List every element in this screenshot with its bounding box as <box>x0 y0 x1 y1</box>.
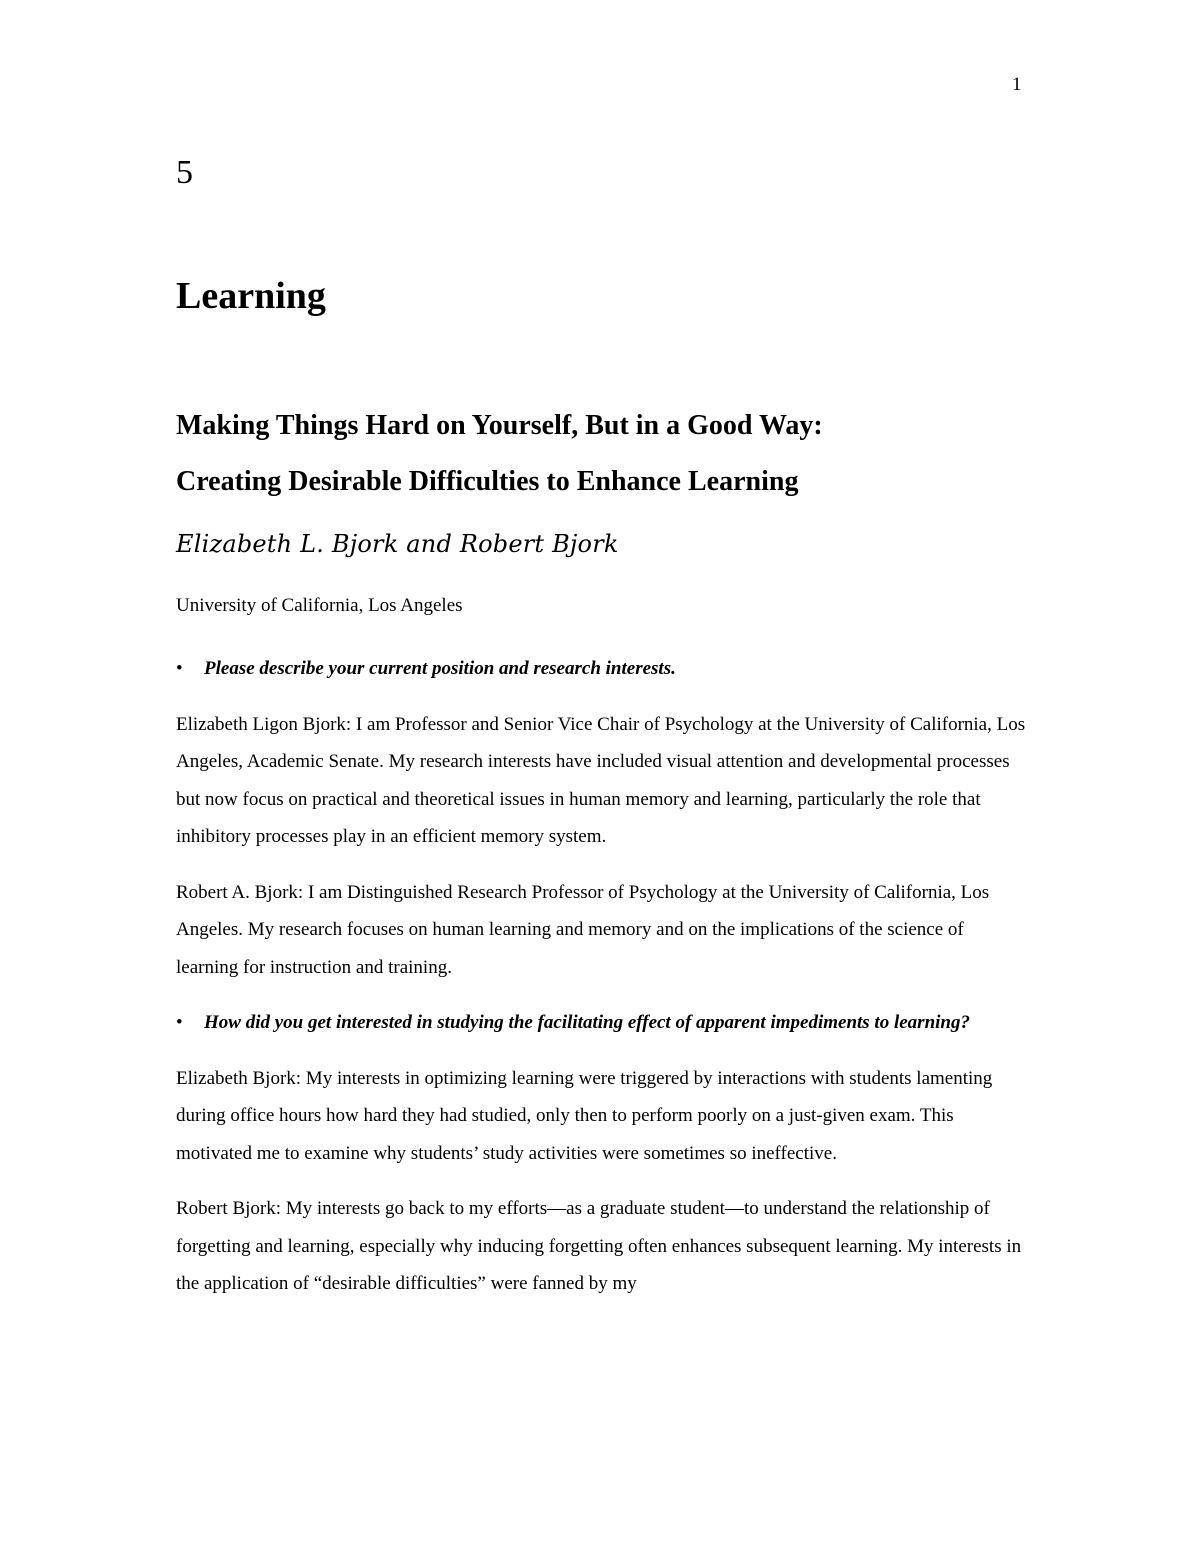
bullet-icon: • <box>176 1012 183 1033</box>
answer-paragraph: Elizabeth Ligon Bjork: I am Professor and Senior Vice Chair of Psychology at the University of California, Los Angeles, Academic Senate. My research interests have included visual attention and developmental processes but now focus on practical and theoretical issues in human memory and learning, particularly the role that inhibitory processes play in an efficient memory system. <box>176 713 1026 847</box>
interview-section-1 <box>176 650 1026 986</box>
article-title-line-2: Creating Desirable Difficulties to Enhance Learning <box>176 466 799 497</box>
chapter-title: Learning <box>176 275 326 317</box>
chapter-number: 5 <box>176 154 193 191</box>
authors: Elizabeth L. Bjork and Robert Bjork <box>176 530 619 558</box>
answer-paragraph: Robert A. Bjork: I am Distinguished Research Professor of Psychology at the University of California, Los Angeles. My research focuses on human learning and memory and on the implications of the science of learning for instruction and training. <box>176 881 990 978</box>
question-1 <box>176 650 1026 688</box>
page-number: 1 <box>1012 74 1022 95</box>
answer-paragraph: Robert Bjork: My interests go back to my efforts—as a graduate student—to understand the relationship of forgetting and learning, especially why inducing forgetting often enhances subsequent learning. My interests in the application of “desirable difficulties” were fanned by my <box>176 1198 1022 1294</box>
affiliation: University of California, Los Angeles <box>176 595 463 616</box>
article-title <box>176 398 1076 510</box>
question-text: How did you get interested in studying the facilitating effect of apparent impediments to learning? <box>204 1012 970 1033</box>
bullet-icon: • <box>176 658 183 679</box>
article-title-line-1: Making Things Hard on Yourself, But in a Good Way: <box>176 410 823 441</box>
question-2 <box>176 1004 1026 1042</box>
interview-section-2 <box>176 1004 1026 1303</box>
question-text: Please describe your current position and research interests. <box>204 658 676 679</box>
interview-content <box>176 650 1026 1321</box>
answer-paragraph: Elizabeth Bjork: My interests in optimizing learning were triggered by interactions with students lamenting during office hours how hard they had studied, only then to perform poorly on a just-given exam. This motivated me to examine why students’ study activities were sometimes so ineffective. <box>176 1067 993 1164</box>
